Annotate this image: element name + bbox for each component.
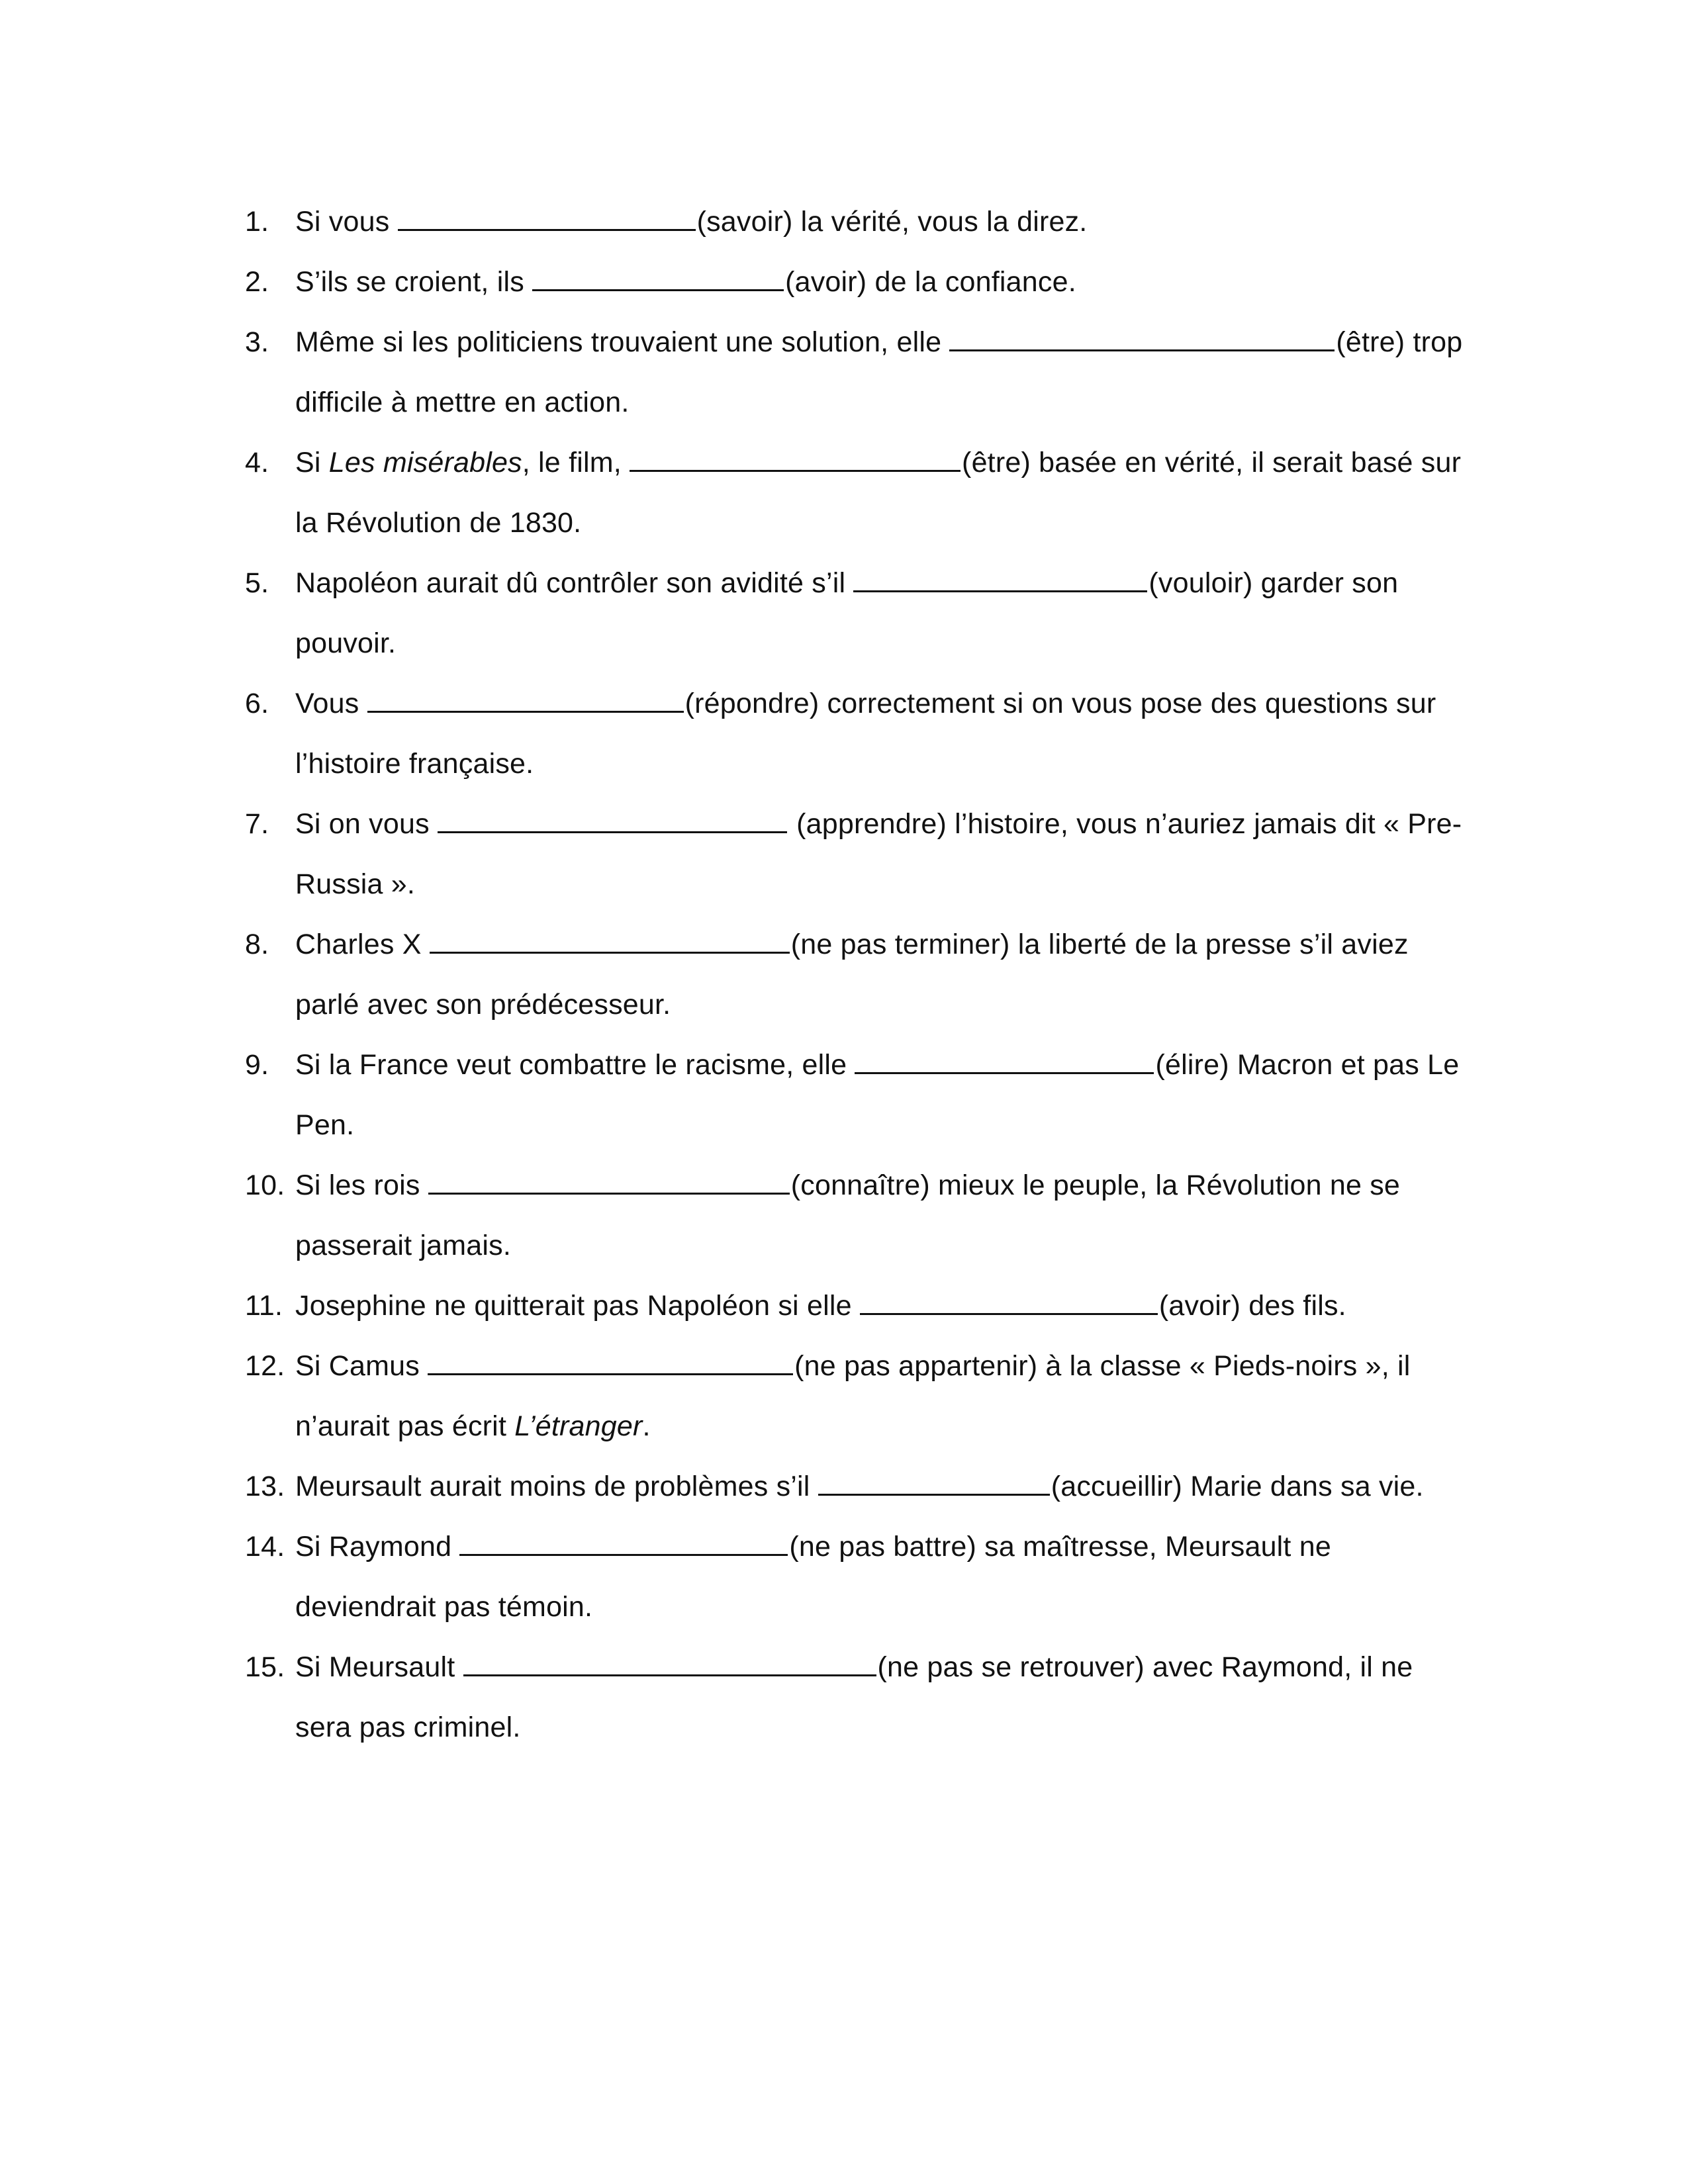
- item-text-before: Si la France veut combattre le racisme, elle: [295, 1049, 855, 1081]
- item-number: 3.: [245, 326, 269, 358]
- item-number: 12.: [245, 1350, 285, 1382]
- exercise-item-2: [245, 252, 1476, 312]
- item-text-before: S’ils se croient, ils: [295, 266, 533, 298]
- exercise-item-15: [245, 1637, 1476, 1758]
- exercise-item-8: [245, 915, 1476, 1035]
- item-text-before: Si: [295, 447, 329, 478]
- item-text-hint: (vouloir) garder son pouvoir.: [295, 567, 1399, 659]
- item-text-after: .: [642, 1410, 651, 1442]
- item-number: 4.: [245, 447, 269, 478]
- item-text-hint: (connaître) mieux le peuple, la Révolution ne se passerait jamais.: [295, 1169, 1401, 1261]
- item-text-before: Même si les politiciens trouvaient une solution, elle: [295, 326, 950, 358]
- item-text-before: Si les rois: [295, 1169, 428, 1201]
- item-number: 5.: [245, 567, 269, 599]
- item-number: 11.: [245, 1290, 283, 1322]
- item-text-hint: (être) trop difficile à mettre en action.: [295, 326, 1463, 418]
- answer-blank[interactable]: [860, 1291, 1158, 1315]
- exercise-item-5: [245, 553, 1476, 674]
- item-text-before: Si vous: [295, 206, 398, 238]
- book-title: L’étranger: [514, 1410, 643, 1442]
- answer-blank[interactable]: [428, 1351, 793, 1375]
- item-text-before: Charles X: [295, 929, 430, 960]
- exercise-item-9: [245, 1035, 1476, 1156]
- answer-blank[interactable]: [430, 929, 790, 954]
- item-number: 13.: [245, 1471, 285, 1502]
- item-number: 1.: [245, 206, 269, 238]
- item-text-hint: (élire) Macron et pas Le Pen.: [295, 1049, 1460, 1141]
- film-title: Les misérables: [328, 447, 522, 478]
- answer-blank[interactable]: [463, 1652, 876, 1676]
- item-text-hint: (répondre) correctement si on vous pose des questions sur l’histoire française.: [295, 688, 1436, 780]
- exercise-item-11: [245, 1276, 1476, 1336]
- item-text-before: Josephine ne quitterait pas Napoléon si elle: [295, 1290, 860, 1322]
- item-number: 6.: [245, 688, 269, 719]
- item-text-before: Napoléon aurait dû contrôler son avidité s’il: [295, 567, 854, 599]
- item-text-hint: (avoir) de la confiance.: [785, 266, 1076, 298]
- answer-blank[interactable]: [855, 1050, 1154, 1074]
- exercise-item-10: [245, 1156, 1476, 1276]
- answer-blank[interactable]: [428, 1170, 790, 1195]
- item-text-hint: (savoir) la vérité, vous la direz.: [696, 206, 1088, 238]
- item-text-before: Si Camus: [295, 1350, 428, 1382]
- item-number: 7.: [245, 808, 269, 840]
- item-text-before: Si Raymond: [295, 1531, 460, 1563]
- answer-blank[interactable]: [630, 447, 961, 472]
- item-text-hint: (apprendre) l’histoire, vous n’auriez jamais dit « Pre-Russia ».: [295, 808, 1462, 900]
- exercise-item-4: [245, 433, 1476, 553]
- exercise-item-1: [245, 192, 1476, 252]
- item-text-hint: (accueillir) Marie dans sa vie.: [1051, 1471, 1424, 1502]
- answer-blank[interactable]: [367, 688, 684, 713]
- answer-blank[interactable]: [459, 1531, 788, 1556]
- answer-blank[interactable]: [818, 1471, 1050, 1496]
- item-text-hint: (ne pas se retrouver) avec Raymond, il ne sera pas criminel.: [295, 1651, 1413, 1743]
- item-text-before: Meursault aurait moins de problèmes s’il: [295, 1471, 818, 1502]
- item-text-before: Vous: [295, 688, 367, 719]
- answer-blank[interactable]: [398, 206, 696, 231]
- item-number: 2.: [245, 266, 269, 298]
- item-text-before: Si on vous: [295, 808, 438, 840]
- item-text-hint: (avoir) des fils.: [1158, 1290, 1346, 1322]
- item-text-before-b: , le film,: [522, 447, 630, 478]
- exercise-item-13: [245, 1457, 1476, 1517]
- exercise-item-7: [245, 794, 1476, 915]
- exercise-item-3: [245, 312, 1476, 433]
- answer-blank[interactable]: [949, 327, 1335, 351]
- item-text-hint: (ne pas appartenir) à la classe « Pieds-noirs », il n’aurait pas écrit: [295, 1350, 1411, 1442]
- item-number: 8.: [245, 929, 269, 960]
- answer-blank[interactable]: [438, 809, 787, 833]
- item-text-hint: (ne pas terminer) la liberté de la presse s’il aviez parlé avec son prédécesseur.: [295, 929, 1409, 1021]
- item-number: 14.: [245, 1531, 285, 1563]
- item-text-hint: (ne pas battre) sa maîtresse, Meursault ne deviendrait pas témoin.: [295, 1531, 1331, 1623]
- answer-blank[interactable]: [532, 267, 784, 291]
- item-number: 9.: [245, 1049, 269, 1081]
- exercise-list: [245, 192, 1476, 1758]
- exercise-item-12: [245, 1336, 1476, 1457]
- answer-blank[interactable]: [853, 568, 1147, 592]
- item-number: 15.: [245, 1651, 285, 1683]
- item-text-before: Si Meursault: [295, 1651, 463, 1683]
- exercise-item-14: [245, 1517, 1476, 1637]
- exercise-item-6: [245, 674, 1476, 794]
- item-text-hint: (être) basée en vérité, il serait basé sur la Révolution de 1830.: [295, 447, 1462, 539]
- item-number: 10.: [245, 1169, 285, 1201]
